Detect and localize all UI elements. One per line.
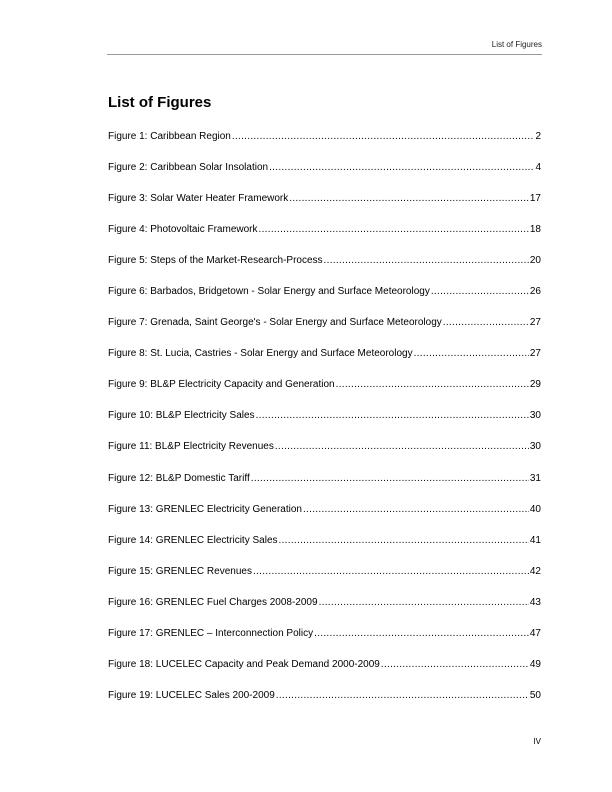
dot-leader — [259, 224, 529, 235]
figure-entry[interactable] — [108, 410, 541, 441]
figure-entry[interactable] — [108, 628, 541, 659]
figure-label: Figure 8: St. Lucia, Castries - Solar Energy and Surface Meteorology — [108, 348, 413, 360]
figure-entry[interactable] — [108, 473, 541, 504]
figure-label: Figure 17: GRENLEC – Interconnection Policy — [108, 627, 314, 639]
figure-entry[interactable] — [108, 224, 541, 255]
figure-page-number: 41 — [529, 534, 541, 546]
dot-leader — [289, 193, 529, 204]
running-header: List of Figures — [491, 40, 542, 49]
figure-page-number: 27 — [529, 317, 541, 329]
figure-page-number: 20 — [529, 255, 541, 267]
dot-leader — [276, 690, 529, 701]
page-number: IV — [533, 737, 541, 746]
dot-leader — [275, 441, 529, 452]
dot-leader — [303, 504, 529, 515]
figure-page-number: 26 — [529, 286, 541, 298]
figure-entry[interactable] — [108, 441, 541, 472]
figure-list — [108, 131, 541, 721]
figure-page-number: 30 — [529, 441, 541, 453]
figure-entry[interactable] — [108, 504, 541, 535]
figure-page-number: 2 — [535, 131, 541, 142]
dot-leader — [269, 162, 534, 173]
figure-entry[interactable] — [108, 535, 541, 566]
dot-leader — [232, 131, 535, 142]
figure-label: Figure 11: BL&P Electricity Revenues — [108, 441, 274, 453]
figure-label: Figure 2: Caribbean Solar Insolation — [108, 162, 269, 174]
header-rule — [107, 54, 542, 55]
figure-page-number: 18 — [529, 224, 541, 236]
dot-leader — [314, 628, 529, 639]
figure-page-number: 49 — [529, 658, 541, 670]
figure-entry[interactable] — [108, 317, 541, 348]
dot-leader — [251, 473, 529, 484]
figure-page-number: 50 — [529, 689, 541, 701]
figure-label: Figure 3: Solar Water Heater Framework — [108, 193, 289, 205]
figure-page-number: 17 — [529, 193, 541, 205]
figure-page-number: 43 — [529, 596, 541, 608]
dot-leader — [443, 317, 529, 328]
figure-label: Figure 13: GRENLEC Electricity Generation — [108, 503, 302, 515]
figure-page-number: 29 — [529, 379, 541, 391]
figure-label: Figure 18: LUCELEC Capacity and Peak Demand 2000-2009 — [108, 658, 380, 670]
figure-entry[interactable] — [108, 286, 541, 317]
figure-entry[interactable] — [108, 597, 541, 628]
figure-entry[interactable] — [108, 379, 541, 410]
figure-page-number: 42 — [529, 565, 541, 577]
figure-label: Figure 5: Steps of the Market-Research-Process — [108, 255, 323, 267]
figure-label: Figure 14: GRENLEC Electricity Sales — [108, 534, 278, 546]
figure-page-number: 40 — [529, 503, 541, 515]
figure-page-number: 31 — [529, 472, 541, 484]
figure-label: Figure 12: BL&P Domestic Tariff — [108, 472, 250, 484]
dot-leader — [431, 286, 529, 297]
page-title: List of Figures — [108, 94, 212, 111]
dot-leader — [381, 659, 529, 670]
figure-label: Figure 15: GRENLEC Revenues — [108, 565, 252, 577]
figure-entry[interactable] — [108, 566, 541, 597]
figure-label: Figure 4: Photovoltaic Framework — [108, 224, 258, 236]
figure-entry[interactable] — [108, 690, 541, 721]
dot-leader — [414, 348, 529, 359]
figure-entry[interactable] — [108, 162, 541, 193]
figure-page-number: 30 — [529, 410, 541, 422]
dot-leader — [319, 597, 529, 608]
figure-label: Figure 10: BL&P Electricity Sales — [108, 410, 255, 422]
figure-entry[interactable] — [108, 348, 541, 379]
figure-label: Figure 1: Caribbean Region — [108, 131, 231, 142]
figure-page-number: 4 — [535, 162, 541, 174]
figure-label: Figure 19: LUCELEC Sales 200-2009 — [108, 689, 275, 701]
figure-entry[interactable] — [108, 193, 541, 224]
figure-label: Figure 6: Barbados, Bridgetown - Solar Energy and Surface Meteorology — [108, 286, 430, 298]
dot-leader — [324, 255, 529, 266]
dot-leader — [279, 535, 529, 546]
figure-label: Figure 9: BL&P Electricity Capacity and Generation — [108, 379, 335, 391]
figure-entry[interactable] — [108, 131, 541, 162]
dot-leader — [256, 410, 529, 421]
figure-label: Figure 7: Grenada, Saint George's - Solar Energy and Surface Meteorology — [108, 317, 442, 329]
figure-page-number: 27 — [529, 348, 541, 360]
figure-entry[interactable] — [108, 659, 541, 690]
dot-leader — [336, 379, 529, 390]
figure-entry[interactable] — [108, 255, 541, 286]
figure-label: Figure 16: GRENLEC Fuel Charges 2008-2009 — [108, 596, 318, 608]
figure-page-number: 47 — [529, 627, 541, 639]
dot-leader — [253, 566, 529, 577]
